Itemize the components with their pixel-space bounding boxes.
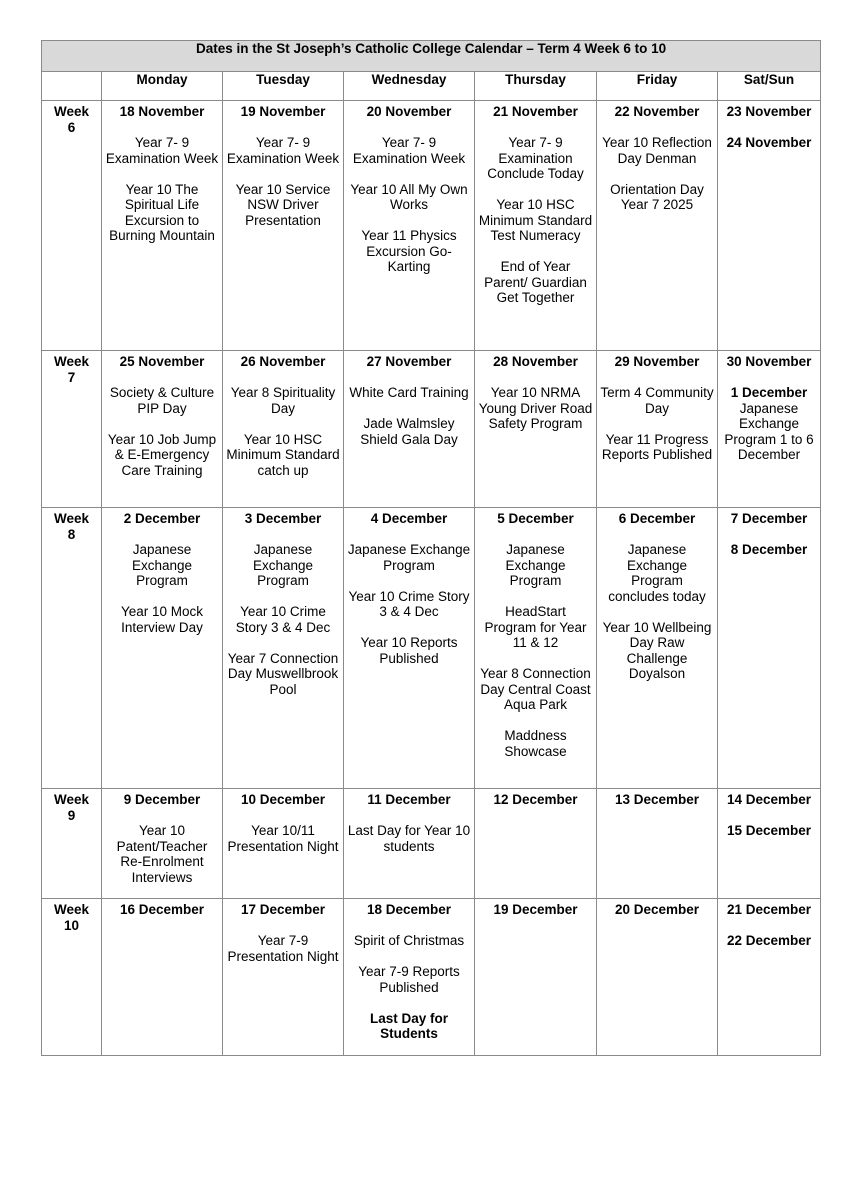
event-text: Year 7- 9 Examination Week [226, 135, 340, 166]
event-text: Year 7-9 Reports Published [358, 964, 460, 995]
week-label [42, 508, 102, 789]
event-text: Last Day for Year 10 students [347, 823, 471, 854]
date-label: 17 December [240, 902, 326, 917]
week-label-text: 8 [67, 526, 76, 542]
week-label-text: Week [53, 104, 90, 119]
date-label: 22 November [614, 104, 700, 119]
calendar-title: Dates in the St Joseph’s Catholic College Calendar – Term 4 Week 6 to 10 [42, 41, 821, 72]
event-text: Year 11 Physics Excursion Go-Karting [361, 228, 457, 274]
date-label: 6 December [618, 511, 696, 526]
event-text: Japanese Exchange Program [505, 542, 566, 588]
date-label: 21 December [727, 902, 812, 917]
day-cell-thursday [475, 508, 597, 789]
day-cell-tuesday [223, 899, 344, 1056]
event-text: Year 11 Progress Reports Published [601, 431, 713, 462]
day-cell-wednesday [344, 899, 475, 1056]
date-label: 5 December [497, 511, 574, 526]
day-cell-wednesday [344, 789, 475, 899]
day-cell-weekend [718, 101, 821, 351]
week-label [42, 899, 102, 1056]
event-text: Spirit of Christmas [353, 933, 465, 948]
week-label-text: 9 [67, 807, 76, 823]
date-label: 20 December [614, 902, 700, 917]
date-label: 20 November [366, 104, 452, 119]
week-label-text: 7 [67, 369, 76, 385]
date-label: 18 December [366, 902, 452, 917]
week-label-text: 6 [67, 119, 76, 135]
event-text: Year 10 HSC Minimum Standard Test Numeracy [478, 197, 593, 243]
event-text: Japanese Exchange Program [347, 542, 471, 573]
week-label [42, 351, 102, 508]
date-label: 3 December [244, 511, 322, 526]
event-text: Year 10 All My Own Works [350, 181, 468, 212]
event-text-bold: Last Day for Students [369, 1010, 449, 1041]
date-label: 16 December [119, 902, 205, 917]
date-label: 25 November [119, 354, 205, 369]
day-cell-monday [102, 351, 223, 508]
date-label: 14 December [727, 792, 812, 807]
date-label: 4 December [370, 511, 448, 526]
event-text: Year 10 Reports Published [360, 635, 458, 666]
day-cell-thursday [475, 101, 597, 351]
date-label: 19 November [240, 104, 326, 119]
event-text: Orientation Day Year 7 2025 [610, 181, 704, 212]
date-label: 13 December [614, 792, 700, 807]
event-text: Year 8 Connection Day Central Coast Aqua Park [480, 666, 591, 712]
day-cell-tuesday [223, 101, 344, 351]
week-row [42, 789, 821, 899]
day-cell-monday [102, 789, 223, 899]
event-text: HeadStart Program for Year 11 & 12 [484, 604, 587, 650]
date-label: 10 December [240, 792, 326, 807]
event-text: Year 7- 9 Examination Week [352, 135, 466, 166]
day-cell-friday [597, 351, 718, 508]
event-text: Japanese Exchange Program [131, 542, 193, 588]
event-text: Japanese Exchange Program 1 to 6 December [724, 400, 814, 462]
event-text: Year 10 Service NSW Driver Presentation [235, 181, 331, 228]
day-cell-weekend [718, 508, 821, 789]
date-label: 12 December [493, 792, 578, 807]
day-header-weekend: Sat/Sun [718, 72, 821, 101]
event-text: Year 10 Job Jump & E-Emergency Care Training [107, 431, 217, 478]
date-label-second: 24 November [726, 135, 812, 150]
event-text: Year 10 HSC Minimum Standard catch up [226, 431, 340, 478]
event-text: Year 10 The Spiritual Life Excursion to Burning Mountain [109, 181, 215, 243]
day-cell-weekend [718, 789, 821, 899]
event-text: Japanese Exchange Program [252, 542, 314, 588]
day-cell-monday [102, 101, 223, 351]
week-label-text: Week [53, 902, 90, 917]
event-text: Year 7 Connection Day Muswellbrook Pool [227, 650, 339, 697]
event-text: Year 10 Reflection Day Denman [602, 135, 712, 166]
day-cell-tuesday [223, 789, 344, 899]
date-label: 27 November [366, 354, 452, 369]
date-label: 21 November [493, 104, 578, 119]
day-header-friday: Friday [597, 72, 718, 101]
date-label-second: 15 December [727, 823, 812, 838]
day-cell-weekend [718, 351, 821, 508]
event-text: Year 10 Mock Interview Day [120, 604, 204, 635]
event-text: Year 10 Crime Story 3 & 4 Dec [235, 604, 331, 635]
event-text: Maddness Showcase [504, 728, 567, 759]
date-label: 2 December [123, 511, 201, 526]
event-text: Term 4 Community Day [600, 385, 714, 416]
week-label-text: Week [53, 511, 90, 526]
week-row [42, 101, 821, 351]
date-label: 18 November [119, 104, 205, 119]
date-label: 28 November [493, 354, 578, 369]
day-cell-thursday [475, 351, 597, 508]
event-text: Jade Walmsley Shield Gala Day [360, 416, 458, 447]
week-label [42, 101, 102, 351]
week-row [42, 508, 821, 789]
day-header-row [42, 72, 821, 101]
day-cell-friday [597, 508, 718, 789]
date-label: 9 December [123, 792, 201, 807]
date-label: 29 November [614, 354, 700, 369]
event-text: End of Year Parent/ Guardian Get Together [484, 259, 587, 305]
day-cell-wednesday [344, 101, 475, 351]
date-label: 11 December [367, 792, 451, 807]
event-text: Year 8 Spirituality Day [230, 385, 336, 416]
date-label: 23 November [726, 104, 812, 119]
event-text: Year 10 NRMA Young Driver Road Safety Program [478, 385, 593, 431]
day-cell-monday [102, 899, 223, 1056]
event-text: White Card Training [349, 385, 469, 400]
day-cell-tuesday [223, 508, 344, 789]
event-text: Year 7- 9 Examination Conclude Today [487, 135, 584, 181]
day-cell-thursday [475, 789, 597, 899]
week-header-blank [42, 72, 102, 101]
day-cell-tuesday [223, 351, 344, 508]
event-text: Year 10 Crime Story 3 & 4 Dec [348, 588, 470, 619]
week-label-text: Week [53, 354, 90, 369]
event-text: Year 10 Wellbeing Day Raw Challenge Doyalson [602, 619, 712, 681]
week-row [42, 351, 821, 508]
day-cell-friday [597, 101, 718, 351]
event-text: Society & Culture PIP Day [109, 385, 215, 416]
day-cell-thursday [475, 899, 597, 1056]
date-label: 30 November [726, 354, 812, 369]
date-label-second: 1 December [730, 385, 808, 400]
weeks-body [42, 101, 821, 1056]
day-cell-wednesday [344, 508, 475, 789]
event-text: Year 7- 9 Examination Week [105, 135, 219, 166]
week-label-text: 10 [63, 917, 80, 933]
event-text: Japanese Exchange Program concludes today [608, 542, 706, 604]
calendar-table [41, 40, 821, 1056]
day-cell-monday [102, 508, 223, 789]
week-label [42, 789, 102, 899]
title-row [42, 41, 821, 72]
day-header-wednesday: Wednesday [344, 72, 475, 101]
event-text: Year 7-9 Presentation Night [227, 933, 339, 964]
week-label-text: Week [53, 792, 90, 807]
day-cell-wednesday [344, 351, 475, 508]
day-cell-friday [597, 789, 718, 899]
date-label-second: 22 December [727, 933, 812, 948]
date-label: 19 December [493, 902, 578, 917]
event-text: Year 10/11 Presentation Night [227, 823, 339, 854]
day-header-monday: Monday [102, 72, 223, 101]
day-cell-weekend [718, 899, 821, 1056]
day-header-tuesday: Tuesday [223, 72, 344, 101]
date-label-second: 8 December [730, 542, 808, 557]
day-cell-friday [597, 899, 718, 1056]
date-label: 26 November [240, 354, 326, 369]
week-row [42, 899, 821, 1056]
day-header-thursday: Thursday [475, 72, 597, 101]
event-text: Year 10 Patent/Teacher Re-Enrolment Interviews [116, 823, 208, 885]
date-label: 7 December [730, 511, 808, 526]
